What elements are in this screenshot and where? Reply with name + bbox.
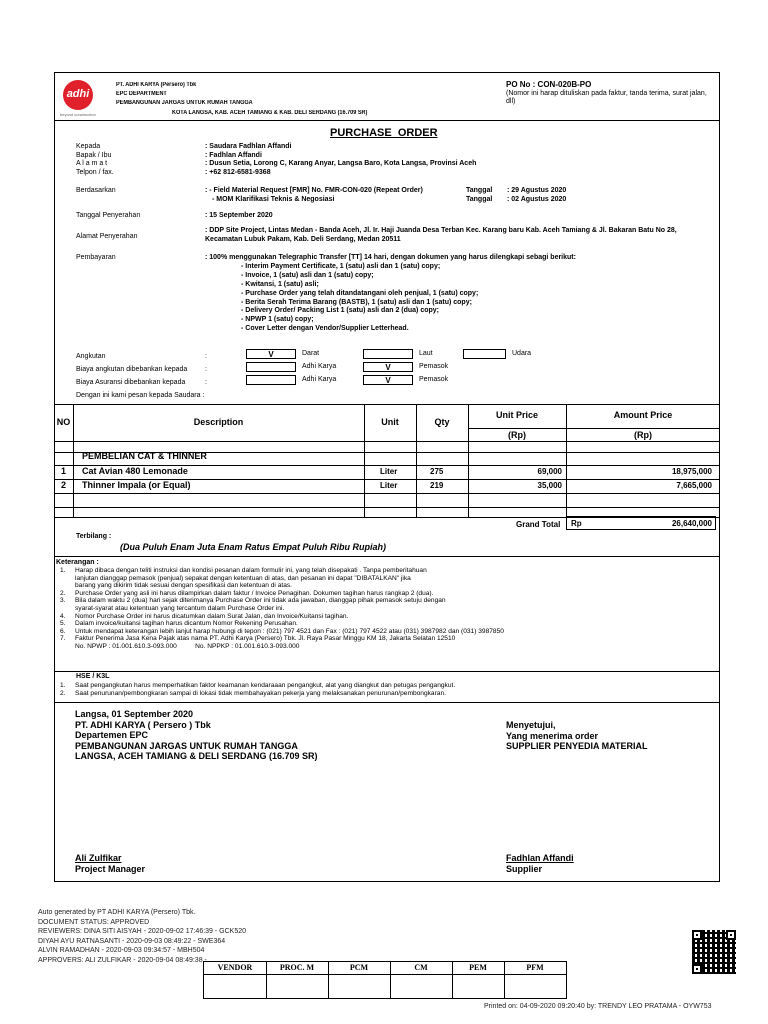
row-qty: 275 — [430, 467, 444, 476]
checkbox-angkutan-pemasok[interactable]: V — [363, 362, 413, 372]
checkbox-darat[interactable]: V — [246, 349, 296, 359]
item-line: Saat penurunan/pembongkaran sampai di lokasi tidak membahayakan pekerja yang melaksanakan penurunan/pembongkaran. — [75, 690, 446, 697]
terbilang-value: (Dua Puluh Enam Juta Enam Ratus Empat Puluh Ribu Rupiah) — [120, 542, 387, 552]
log-line: DIYAH AYU RATNASANTI - 2020-09-03 08:49:22 - SWE364 — [38, 937, 226, 945]
pembayaran-line: : 100% menggunakan Telegraphic Transfer [TT] 14 hari, dengan dokumen yang harus dilengkapi sebagi berikut: — [205, 254, 576, 261]
po-number: PO No : CON-020B-PO — [506, 80, 592, 89]
item-line: Nomor Purchase Order ini harus dicatumkan dalam Surat Jalan, dan Invoice/Kuitansi tagihan. — [75, 612, 349, 620]
berdasarkan-2: - MOM Klarifikasi Teknis & Negosiasi — [212, 196, 335, 203]
item-line: Harap dibaca dengan teliti instruksi dan kondisi pesanan dalam formulir ini, yang telah disepakati . Tanpa pemberitahuan — [75, 567, 427, 574]
signature-left-block — [75, 709, 318, 762]
log-line: APPROVERS: ALI ZULFIKAR - 2020-09-04 08:49:38 - ... — [38, 956, 215, 964]
list-item — [60, 597, 716, 612]
pembayaran-line: - Kwitansi, 1 (satu) asli; — [241, 280, 319, 288]
po-note: (Nomor ini harap dituliskan pada faktur, tanda terima, surat jalan, dll) — [506, 90, 707, 105]
colon: : — [205, 366, 207, 373]
penyerahan-value: : 15 September 2020 — [205, 212, 273, 219]
row-no: 1 — [60, 466, 66, 476]
project-location: KOTA LANGSA, KAB. ACEH TAMIANG & KAB. DELI SERDANG (16.709 SR) — [172, 110, 368, 116]
row-unit: Liter — [380, 467, 398, 476]
penyerahan-label: Tanggal Penyerahan — [76, 212, 141, 219]
col-unit: Unit — [381, 417, 399, 427]
tanggal-value-2: : 02 Agustus 2020 — [507, 196, 567, 203]
item-number: 4. — [60, 612, 66, 620]
item-line: barang yang dikirim tidak sesuai dengan spesifikasi dan ketentuan di atas. — [75, 582, 292, 590]
item-number: 2. — [60, 690, 66, 697]
log-line: DOCUMENT STATUS: APPROVED — [38, 918, 150, 926]
adhi-karya-label: Adhi Karya — [302, 376, 337, 383]
list-item — [60, 620, 716, 628]
pembayaran-line: - NPWP 1 (satu) copy; — [241, 316, 314, 324]
signer-left-title: Project Manager — [75, 864, 146, 874]
tanggal-value-1: : 29 Agustus 2020 — [507, 187, 567, 194]
page-title: PURCHASE ORDER — [330, 127, 438, 139]
kepada-label: Kepada — [76, 143, 101, 150]
checkbox-asuransi-pemasok[interactable]: V — [363, 375, 413, 385]
department: EPC DEPARTMENT — [116, 91, 167, 97]
logo-text: adhi — [66, 88, 90, 100]
darat-label: Darat — [302, 350, 320, 357]
approval-log — [38, 908, 246, 966]
item-line: Saat pengangkutan harus memperhatikan faktor keamanan kendaraaan pengangkut, alat yang diangkut dan petugas pengangkut. — [75, 682, 456, 689]
alamat-penyerahan-1: : DDP Site Project, Lintas Medan - Banda Aceh, Jl. Ir. Haji Juanda Desa Terban Kec. Karang baru Kab. Aceh Tamiang & Jl. Bakaran Batu No 28, — [205, 227, 677, 234]
telpon-value: : +62 812-6581-9368 — [205, 168, 271, 176]
col-unit-price-rp: (Rp) — [508, 430, 526, 440]
section-title: PEMBELIAN CAT & THINNER — [82, 451, 207, 461]
pembayaran-line: - Interim Payment Certificate, 1 (satu) asli dan 1 (satu) copy; — [241, 262, 441, 270]
item-line: No. NPWP : 01.001.610.3-093.000 No. NPPKP : 01.001.610.3-093.000 — [75, 642, 300, 650]
adhi-karya-label: Adhi Karya — [302, 363, 337, 370]
signature-right-block — [506, 720, 648, 752]
row-no: 2 — [60, 480, 66, 490]
checkbox-udara[interactable] — [463, 349, 506, 359]
col-no: NO — [56, 417, 71, 427]
transport-labels — [76, 350, 204, 402]
col-unit-price: Unit Price — [495, 410, 538, 420]
list-item — [60, 567, 716, 590]
pembayaran-line: - Cover Letter dengan Vendor/Supplier Letterhead. — [241, 325, 409, 333]
approval-col: CM — [414, 963, 428, 972]
berdasarkan-label: Berdasarkan — [76, 187, 116, 194]
col-amount: Amount Price — [613, 410, 673, 420]
logo-tagline: beyond construction — [60, 112, 96, 117]
keterangan-list — [60, 567, 716, 651]
project-name: PEMBANGUNAN JARGAS UNTUK RUMAH TANGGA — [116, 100, 253, 106]
row-unit: Liter — [380, 481, 398, 490]
printed-on: Printed on: 04-09-2020 09:20:40 by: TRENDY LEO PRATAMA - OYW753 — [484, 1003, 712, 1010]
pembayaran-list — [205, 254, 576, 334]
alamat-label: A l a m a t — [76, 160, 108, 167]
sign-line: LANGSA, ACEH TAMIANG & DELI SERDANG (16.709 SR) — [75, 751, 318, 761]
colon: : — [205, 379, 207, 386]
alamat-penyerahan-label: Alamat Penyerahan — [76, 233, 138, 240]
row-qty: 219 — [430, 481, 444, 490]
item-line: Untuk mendapat keterangan lebih lanjut harap hubungi di tepon : (021) 797 4521 dan Fax : (021) 797 4522 atau (031) 3987982 dan (031) 3987850 — [75, 627, 504, 635]
info-values — [205, 143, 476, 177]
item-number: 7. — [60, 635, 66, 643]
list-item — [60, 628, 716, 636]
alamat-value: : Dusun Setia, Lorong C, Karang Anyar, Langsa Baro, Kota Langsa, Provinsi Aceh — [205, 160, 477, 167]
log-line: ALVIN RAMADHAN - 2020-09-03 09:34:57 - MBH504 — [38, 947, 205, 955]
approval-table — [203, 961, 567, 999]
bapak-label: Bapak / Ibu — [76, 151, 112, 159]
item-line: Dalam invoice/kuitansi tagihan harus dicantum Nomor Rekening Perusahan. — [75, 620, 298, 628]
item-line: lanjutan dianggap pemasok (penjual) sepakat dengan ketentuan di atas, dan pesanan ini dapat "DIBATALKAN" jika — [75, 574, 411, 582]
signer-right-title: Supplier — [506, 864, 543, 874]
tanggal-label-2: Tanggal — [466, 196, 493, 203]
sign-line: PT. ADHI KARYA ( Persero ) Tbk — [75, 719, 211, 730]
approval-col: PROC. M — [279, 963, 315, 972]
log-line: REVIEWERS: DINA SITI AISYAH - 2020-09-02 17:46:39 - GCK520 — [38, 928, 247, 936]
log-line: Auto generated by PT ADHI KARYA (Persero) Tbk. — [38, 909, 196, 916]
tanggal-label-1: Tanggal — [466, 187, 493, 194]
company-name: PT. ADHI KARYA (Persero) Tbk — [116, 82, 197, 88]
list-item — [60, 590, 716, 598]
pembayaran-line: - Berita Serah Terima Barang (BASTB), 1 (satu) asli dan 1 (satu) copy; — [241, 298, 472, 306]
info-labels — [76, 143, 114, 177]
list-item — [60, 635, 716, 650]
bapak-value: : Fadhlan Affandi — [205, 151, 262, 159]
hse-label: HSE / K3L — [76, 673, 110, 680]
angkutan-label: Angkutan — [76, 353, 106, 360]
item-line: Purchase Order yang asli ini harus dilampirkan dalam faktur / Invoice Penagihan. Dokumen tagihan harus rangkap 2 (dua). — [75, 589, 434, 597]
item-number: 1. — [60, 567, 66, 574]
alamat-penyerahan-2: Kecamatan Lubuk Pakam, Kab. Deli Serdang, Medan 20511 — [205, 236, 401, 243]
checkbox-asuransi-adhi[interactable] — [246, 375, 296, 385]
hse-list — [60, 682, 455, 698]
checkbox-laut[interactable] — [363, 349, 413, 359]
telpon-label: Telpon / fax. — [76, 168, 114, 176]
sign-line: PEMBANGUNAN JARGAS UNTUK RUMAH TANGGA — [75, 740, 298, 751]
sign-line: Menyetujui, — [506, 720, 556, 730]
sign-line: Departemen EPC — [75, 730, 149, 740]
row-amount: 18,975,000 — [671, 467, 712, 476]
grand-total-currency: Rp — [571, 519, 582, 528]
list-item — [60, 690, 455, 698]
colon: : — [205, 353, 207, 360]
pembayaran-label: Pembayaran — [76, 254, 116, 261]
row-price: 69,000 — [537, 467, 562, 476]
item-number: 3. — [60, 597, 66, 605]
adhi-logo — [63, 80, 93, 110]
grand-total-label: Grand Total — [516, 520, 561, 529]
row-desc: Cat Avian 480 Lemonade — [82, 466, 188, 476]
pembayaran-line: - Delivery Order/ Packing List 1 (satu) asli dan 2 (dua) copy; — [241, 307, 439, 315]
item-number: 2. — [60, 589, 66, 597]
checkbox-angkutan-adhi[interactable] — [246, 362, 296, 372]
sign-line: Langsa, 01 September 2020 — [75, 709, 194, 719]
signer-right-name: Fadhlan Affandi — [506, 853, 574, 863]
biaya-asuransi-label: Biaya Asuransi dibebankan kepada — [76, 379, 186, 386]
col-description: Description — [193, 417, 244, 427]
dengan-label: Dengan ini kami pesan kepada Saudara : — [76, 392, 205, 399]
col-amount-rp: (Rp) — [634, 430, 652, 440]
kepada-value: : Saudara Fadhlan Affandi — [205, 143, 292, 150]
signer-left-name: Ali Zulfikar — [75, 853, 122, 863]
row-price: 35,000 — [537, 481, 562, 490]
row-amount: 7,665,000 — [676, 481, 712, 490]
item-line: Bila dalam waktu 2 (dua) hari sejak diterimanya Purchase Order ini tidak ada jawaban, dianggap pihak pemasok setuju dengan — [75, 597, 446, 605]
item-line: syarat-syarat atau ketentuan yang tercantum dalam Purchase Order ini. — [75, 604, 285, 612]
sign-line: Yang menerima order — [506, 730, 599, 741]
berdasarkan-1: : - Field Material Request [FMR] No. FMR-CON-020 (Repeat Order) — [205, 187, 423, 194]
item-number: 5. — [60, 620, 66, 628]
approval-col: PFM — [526, 963, 544, 972]
item-line: Faktur Penerima Jasa Kena Pajak atas nama PT. Adhi Karya (Persero) Tbk. Jl. Raya Pasar Minggu KM 18, Jakarta Selatan 12510 — [75, 635, 456, 643]
item-number: 6. — [60, 627, 66, 635]
keterangan-label: Keterangan : — [56, 559, 99, 566]
grand-total-value: 26,640,000 — [671, 519, 712, 528]
pembayaran-line: - Purchase Order yang telah ditandatangani oleh penjual, 1 (satu) copy; — [241, 289, 479, 297]
list-item — [60, 682, 455, 690]
transport-colons — [205, 350, 207, 389]
approval-col: VENDOR — [217, 963, 253, 972]
approval-col: PCM — [349, 963, 369, 972]
sign-line: SUPPLIER PENYEDIA MATERIAL — [506, 741, 648, 751]
qr-code-icon — [692, 930, 736, 974]
terbilang-label: Terbilang : — [76, 533, 112, 540]
col-qty: Qty — [434, 417, 450, 427]
biaya-angkutan-label: Biaya angkutan dibebankan kepada — [76, 366, 188, 373]
item-number: 1. — [60, 682, 66, 689]
pemasok-label: Pemasok — [419, 376, 449, 383]
pembayaran-line: - Invoice, 1 (satu) asli dan 1 (satu) copy; — [241, 271, 374, 279]
row-desc: Thinner Impala (or Equal) — [82, 480, 191, 490]
approval-col: PEM — [469, 963, 487, 972]
udara-label: Udara — [512, 350, 532, 357]
laut-label: Laut — [419, 350, 433, 357]
list-item — [60, 613, 716, 621]
pemasok-label: Pemasok — [419, 363, 449, 370]
